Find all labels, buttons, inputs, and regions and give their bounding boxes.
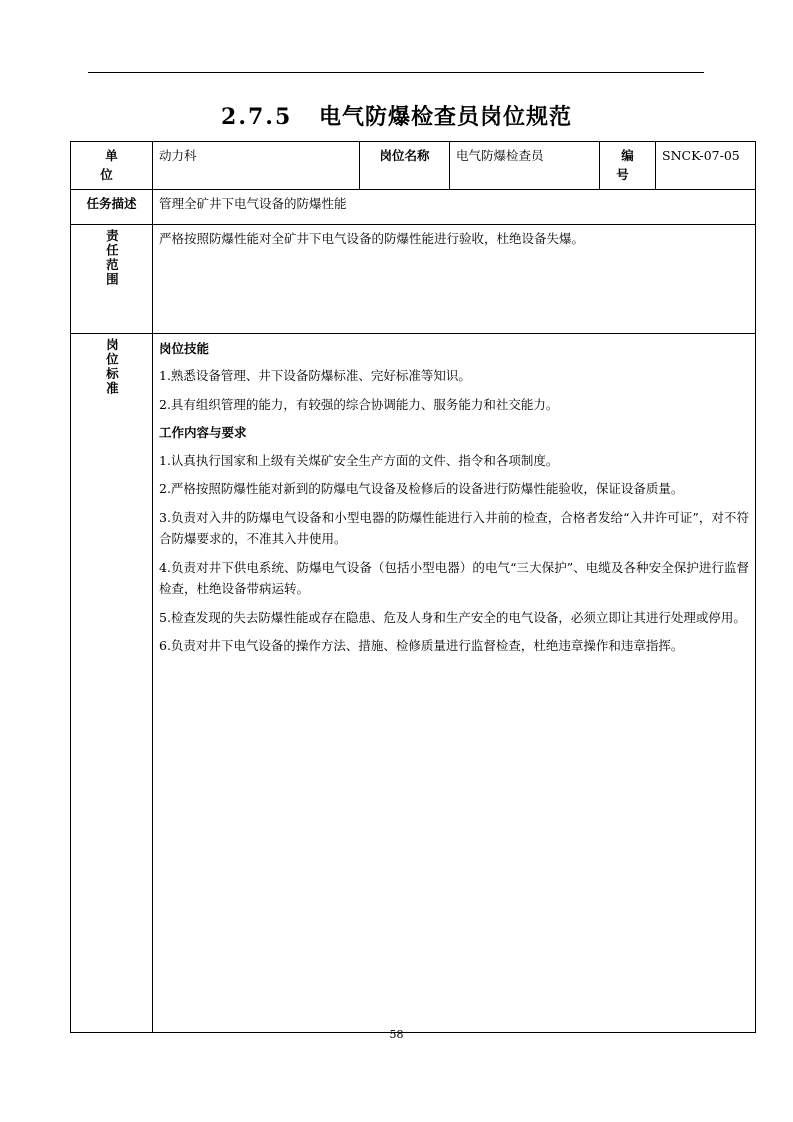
label-post-standard <box>71 333 153 1032</box>
section-title-duties: 工作内容与要求 <box>159 425 247 441</box>
table-row-unit <box>71 142 756 190</box>
value-post-name: 电气防爆检查员 <box>450 142 600 190</box>
label-task-description: 任务描述 <box>71 189 153 224</box>
label-post-name: 岗位名称 <box>360 142 450 190</box>
label-unit: 单 位 <box>71 142 153 190</box>
value-unit: 动力科 <box>153 142 360 190</box>
skill-item: 2.具有组织管理的能力，有较强的综合协调能力、服务能力和社交能力。 <box>159 396 559 412</box>
value-responsibility-scope: 严格按照防爆性能对全矿井下电气设备的防爆性能进行验收，杜绝设备失爆。 <box>153 224 756 333</box>
page-title-text: 电气防爆检查员岗位规范 <box>318 104 572 130</box>
post-specification-table <box>70 141 756 1033</box>
header-divider <box>88 72 704 73</box>
page-title-number: 2.7.5 <box>221 104 293 130</box>
value-code: SNCK-07-05 <box>656 142 756 190</box>
skill-item: 1.熟悉设备管理、井下设备防爆标准、完好标准等知识。 <box>159 368 471 384</box>
table-row-task <box>71 189 756 224</box>
value-task-description: 管理全矿井下电气设备的防爆性能 <box>153 189 756 224</box>
label-code: 编 号 <box>600 142 656 190</box>
duty-item: 3.负责对入井的防爆电气设备和小型电器的防爆性能进行入井前的检查，合格者发给“入井许可证”，对不符合防爆要求的，不准其入井使用。 <box>159 509 749 547</box>
table-row-scope <box>71 224 756 333</box>
table-row-standard <box>71 333 756 1032</box>
label-responsibility-scope-text: 责任范围 <box>104 228 120 287</box>
page-title <box>0 100 793 131</box>
page-number: 58 <box>389 1028 404 1041</box>
label-responsibility-scope <box>71 224 153 333</box>
label-post-standard-text: 岗位标准 <box>104 337 120 396</box>
duty-item: 1.认真执行国家和上级有关煤矿安全生产方面的文件、指令和各项制度。 <box>159 452 559 468</box>
duty-item: 4.负责对井下供电系统、防爆电气设备（包括小型电器）的电气“三大保护”、电缆及各种安全保护进行监督检查，杜绝设备带病运转。 <box>159 559 749 597</box>
value-post-standard <box>153 333 756 1032</box>
duty-item: 2.严格按照防爆性能对新到的防爆电气设备及检修后的设备进行防爆性能验收，保证设备质量。 <box>159 481 684 497</box>
duty-item: 5.检查发现的失去防爆性能或存在隐患、危及人身和生产安全的电气设备，必须立即让其进行处理或停用。 <box>159 609 746 625</box>
section-title-skills: 岗位技能 <box>159 340 210 356</box>
duty-item: 6.负责对井下电气设备的操作方法、措施、检修质量进行监督检查，杜绝违章操作和违章指挥。 <box>159 638 684 654</box>
